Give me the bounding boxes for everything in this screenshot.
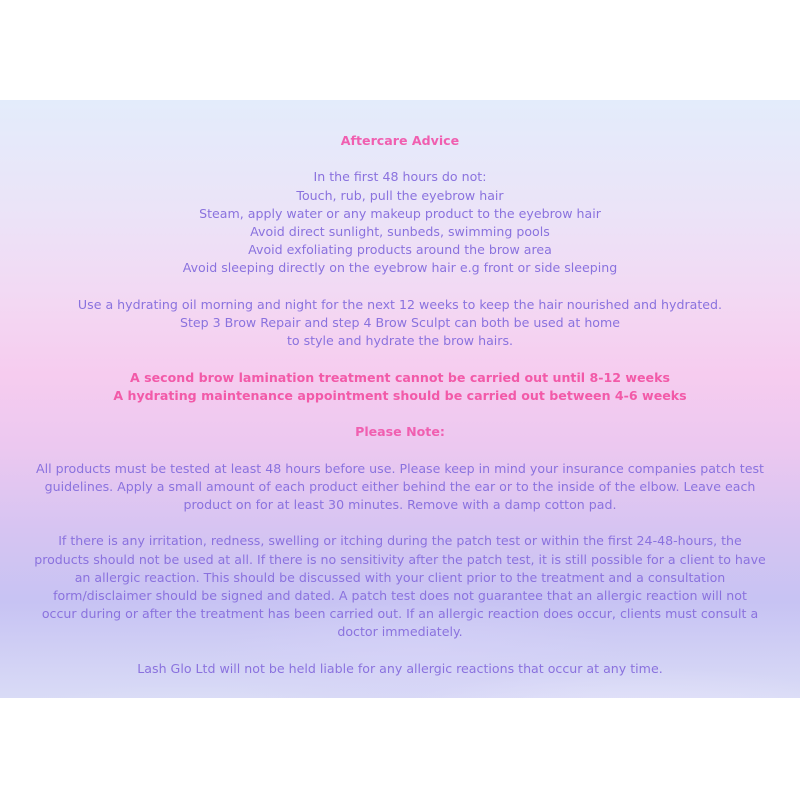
maintenance-warning: A hydrating maintenance appointment should be carried out between 4-6 weeks — [113, 387, 687, 403]
first-48-item: Steam, apply water or any makeup product to the eyebrow hair — [199, 205, 601, 221]
retreatment-warning: A second brow lamination treatment cannot be carried out until 8-12 weeks — [130, 369, 670, 385]
hydration-line: Step 3 Brow Repair and step 4 Brow Sculpt can both be used at home — [179, 315, 621, 330]
liability-disclaimer: Lash Glo Ltd will not be held liable for any allergic reactions that occur at any time. — [137, 660, 663, 676]
reaction-line: occur during or after the treatment has been carried out. If an allergic reaction does occur, clients must consult a — [41, 606, 759, 622]
spacer — [20, 150, 780, 168]
reaction-line: doctor immediately. — [337, 624, 463, 640]
spacer — [20, 405, 780, 423]
please-note-heading: Please Note: — [355, 424, 445, 440]
first-48-item: Avoid exfoliating products around the brow area — [248, 242, 552, 258]
reaction-line: an allergic reaction. This should be discussed with your client prior to the treatment and a consultation — [74, 569, 726, 585]
patch-test-line: guidelines. Apply a small amount of each product either behind the ear or to the inside of the elbow. Leave each — [44, 478, 756, 494]
first-48-item: Avoid direct sunlight, sunbeds, swimming pools — [250, 224, 550, 239]
first-48-item: Touch, rub, pull the eyebrow hair — [296, 187, 504, 203]
aftercare-content — [20, 132, 780, 678]
reaction-line: products should not be used at all. If there is no sensitivity after the patch test, it is still possible for a client to have — [34, 551, 766, 567]
spacer — [20, 278, 780, 296]
patch-test-line: All products must be tested at least 48 hours before use. Please keep in mind your insurance companies patch test — [36, 460, 764, 476]
patch-test-line: product on for at least 30 minutes. Remove with a damp cotton pad. — [183, 496, 617, 512]
reaction-line: If there is any irritation, redness, swelling or itching during the patch test or within the first 24-48-hours, the — [58, 533, 742, 549]
spacer — [20, 441, 780, 459]
first-48-item: Avoid sleeping directly on the eyebrow hair e.g front or side sleeping — [182, 260, 618, 276]
spacer — [20, 514, 780, 532]
aftercare-card — [0, 100, 800, 698]
spacer — [20, 350, 780, 368]
first-48-intro: In the first 48 hours do not: — [313, 169, 487, 185]
spacer — [20, 642, 780, 660]
hydration-line: to style and hydrate the brow hairs. — [286, 333, 514, 349]
reaction-line: form/disclaimer should be signed and dated. A patch test does not guarantee that an allergic reaction will not — [53, 587, 747, 603]
hydration-line: Use a hydrating oil morning and night for the next 12 weeks to keep the hair nourished and hydrated. — [77, 296, 723, 312]
page-title: Aftercare Advice — [340, 133, 460, 148]
